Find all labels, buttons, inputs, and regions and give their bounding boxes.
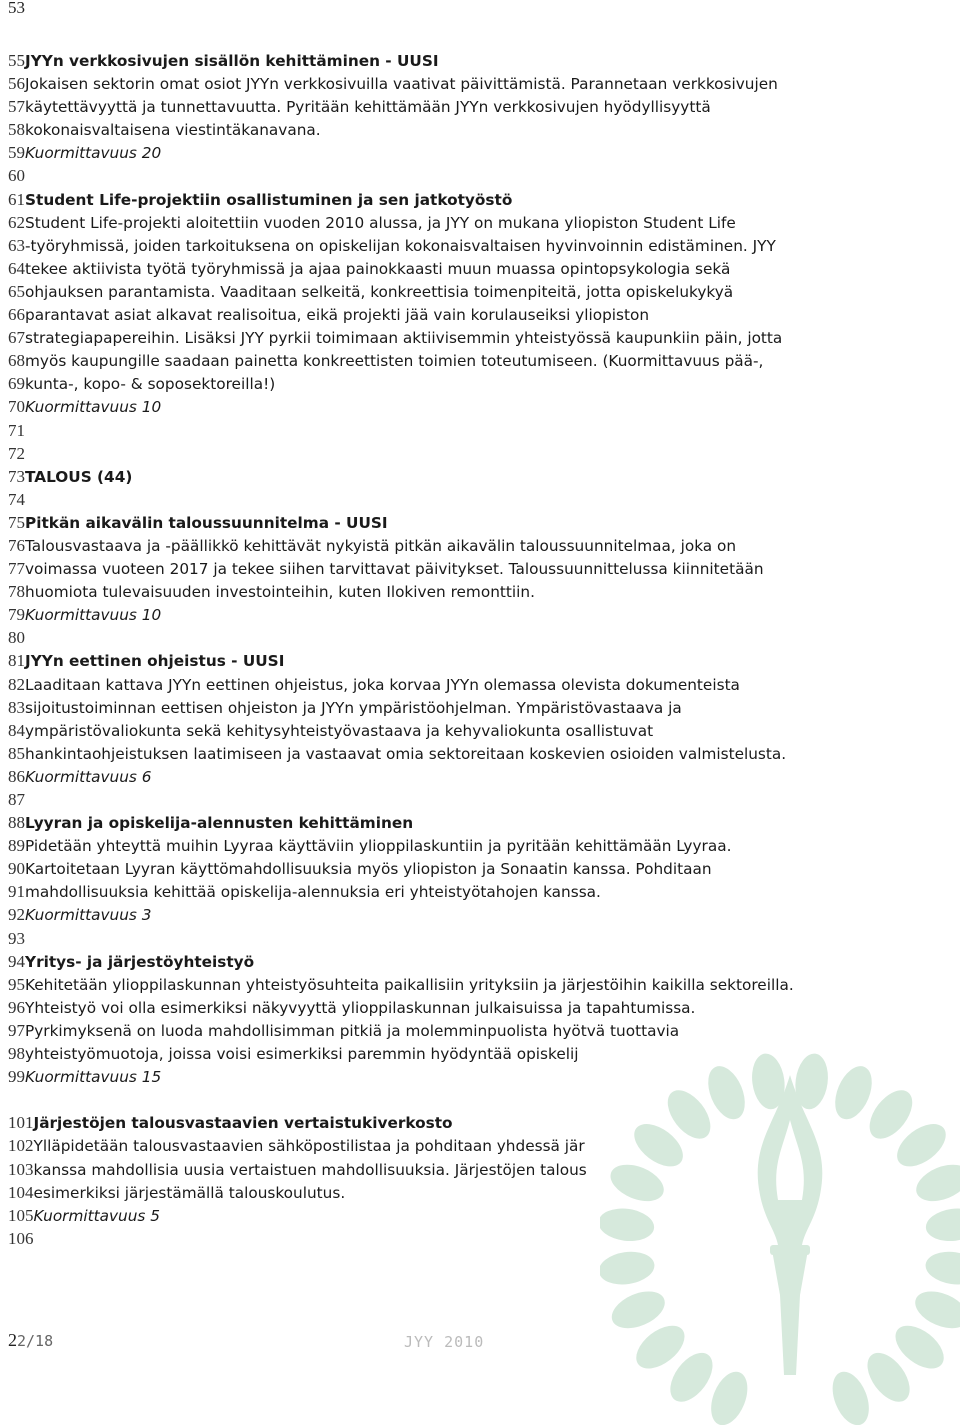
- document-line: [8, 1111, 960, 1134]
- document-line: [8, 419, 960, 442]
- document-line: [8, 1158, 960, 1181]
- wreath-leaf: [826, 1366, 876, 1425]
- line-number: 106: [8, 1228, 34, 1248]
- document-line: [8, 788, 960, 811]
- line-text: ympäristövaliokunta sekä kehitysyhteistyövastaava ja kehyvaliokunta osallistuvat: [25, 721, 654, 740]
- page-number: 53: [8, 0, 25, 17]
- document-line: [8, 1181, 960, 1204]
- line-text: strategiapapereihin. Lisäksi JYY pyrkii toimimaan aktiivisemmin yhteistyössä kaupunkiin päin, jotta: [25, 329, 783, 348]
- line-text: tekee aktiivista työtä työryhmissä ja ajaa painokkaasti muun muassa opintopsykologia sekä: [25, 259, 731, 278]
- line-number: 68: [8, 351, 25, 371]
- line-text: hankintaohjeistuksen laatimiseen ja vastaavat omia sektoreitaan koskevien osioiden valmistelusta.: [25, 744, 787, 763]
- section-heading: Yritys- ja järjestöyhteistyö: [25, 952, 255, 971]
- line-text: huomiota tulevaisuuden investointeihin, kuten Ilokiven remonttiin.: [25, 583, 535, 602]
- line-text: Kartoitetaan Lyyran käyttömahdollisuuksia myös yliopiston ja Sonaatin kanssa. Pohditaan: [25, 860, 712, 879]
- document-line: [8, 1088, 960, 1111]
- line-text: kunta-, kopo- & soposektoreilla!): [25, 375, 276, 394]
- line-number: 67: [8, 328, 25, 348]
- document-line: [8, 442, 960, 465]
- document-line: [8, 811, 960, 834]
- line-number: 64: [8, 258, 25, 278]
- line-number: 70: [8, 397, 25, 417]
- line-number: 101: [8, 1113, 34, 1133]
- document-line: [8, 973, 960, 996]
- workload-note: Kuormittavuus 20: [25, 144, 162, 163]
- document-line: [8, 649, 960, 672]
- line-number: 72: [8, 443, 25, 463]
- line-number: 56: [8, 74, 25, 94]
- line-number: 60: [8, 166, 25, 186]
- document-line: [8, 880, 960, 903]
- document-line: [8, 326, 960, 349]
- document-line: [8, 1042, 960, 1065]
- line-text: Student Life-projekti aloitettiin vuoden 2010 alussa, ja JYY on mukana yliopiston Student Life: [25, 213, 736, 232]
- footer-page-count: 2/18: [17, 1332, 54, 1350]
- line-number: 75: [8, 512, 25, 532]
- line-number: 76: [8, 535, 25, 555]
- line-number: 104: [8, 1182, 34, 1202]
- line-number: 98: [8, 1044, 25, 1064]
- document-line: [8, 372, 960, 395]
- document-line: [8, 742, 960, 765]
- wreath-leaf: [662, 1345, 721, 1409]
- line-number: 69: [8, 374, 25, 394]
- line-number: 80: [8, 628, 25, 648]
- workload-note: Kuormittavuus 10: [25, 398, 162, 417]
- document-line: [8, 164, 960, 187]
- section-heading: Pitkän aikavälin taloussuunnitelma - UUSI: [25, 513, 388, 532]
- line-text: ohjauksen parantamista. Vaaditaan selkeitä, konkreettisia toimenpiteitä, jotta opiskelukykyä: [25, 282, 734, 301]
- line-text: käytettävyyttä ja tunnettavuutta. Pyritään kehittämään JYYn verkkosivujen hyödyllisyyttä: [25, 98, 711, 117]
- line-number: 103: [8, 1159, 34, 1179]
- document-line: [8, 72, 960, 95]
- document-line: [8, 141, 960, 164]
- line-number: 105: [8, 1205, 34, 1225]
- footer-page-number: [8, 1330, 53, 1351]
- line-number: 66: [8, 305, 25, 325]
- line-text: myös kaupungille saadaan painetta konkreettisten toimien toteutumiseen. (Kuormittavuus pää-,: [25, 352, 764, 371]
- line-number: 59: [8, 143, 25, 163]
- document-line: [8, 257, 960, 280]
- line-number: 91: [8, 882, 25, 902]
- footer-page: 2: [8, 1330, 17, 1350]
- line-number: 65: [8, 281, 25, 301]
- document-line: [8, 465, 960, 488]
- line-number: 96: [8, 997, 25, 1017]
- line-text: esimerkiksi järjestämällä talouskoulutus.: [33, 1183, 346, 1202]
- workload-note: Kuormittavuus 3: [25, 906, 152, 925]
- document-line: [8, 1065, 960, 1088]
- line-number: 90: [8, 859, 25, 879]
- line-number: 85: [8, 743, 25, 763]
- line-text: mahdollisuuksia kehittää opiskelija-alennuksia eri yhteistyötahojen kanssa.: [25, 883, 601, 902]
- section-heading: JYYn verkkosivujen sisällön kehittäminen - UUSI: [25, 52, 439, 70]
- line-number: 88: [8, 813, 25, 833]
- line-number: 93: [8, 928, 25, 948]
- line-text: Jokaisen sektorin omat osiot JYYn verkkosivuilla vaativat päivittämistä. Parannetaan verkkosivujen: [25, 75, 778, 94]
- line-number: 79: [8, 605, 25, 625]
- document-line: [8, 603, 960, 626]
- document-body: [8, 49, 960, 1250]
- section-heading: TALOUS (44): [25, 467, 133, 486]
- line-number: 89: [8, 836, 25, 856]
- document-line: [8, 857, 960, 880]
- line-text: yhteistyömuotoja, joissa voisi esimerkiksi paremmin hyödyntää opiskelij: [25, 1045, 579, 1064]
- line-number: 57: [8, 97, 25, 117]
- line-number: 78: [8, 582, 25, 602]
- line-number: 97: [8, 1020, 25, 1040]
- line-number: 58: [8, 120, 25, 140]
- line-text: kokonaisvaltaisena viestintäkanavana.: [25, 121, 321, 140]
- document-line: [8, 303, 960, 326]
- line-number: 81: [8, 651, 25, 671]
- wreath-leaf: [859, 1345, 918, 1409]
- line-number: 73: [8, 466, 25, 486]
- document-line: [8, 626, 960, 649]
- line-number: 95: [8, 974, 25, 994]
- line-text: Yhteistyö voi olla esimerkiksi näkyvyyttä ylioppilaskunnan julkaisuissa ja tapahtumissa.: [25, 998, 696, 1017]
- document-line: [8, 927, 960, 950]
- wreath-leaf: [606, 1284, 670, 1335]
- line-text: Talousvastaava ja -päällikkö kehittävät nykyistä pitkän aikavälin taloussuunnitelmaa, joka on: [25, 536, 737, 555]
- wreath-leaf: [600, 1248, 657, 1288]
- section-heading: Student Life-projektiin osallistuminen ja sen jatkotyöstö: [25, 190, 513, 209]
- line-number: 62: [8, 212, 25, 232]
- line-number: 86: [8, 766, 25, 786]
- line-text: voimassa vuoteen 2017 ja tekee siihen tarvittavat päivitykset. Taloussuunnittelussa kiinnitetään: [25, 560, 764, 579]
- wreath-leaf: [888, 1317, 952, 1377]
- document-line: [8, 580, 960, 603]
- document-line: [8, 511, 960, 534]
- section-heading: JYYn eettinen ohjeistus - UUSI: [25, 652, 285, 671]
- document-line: [8, 834, 960, 857]
- document-line: [8, 349, 960, 372]
- line-number: 87: [8, 790, 25, 809]
- line-number: 61: [8, 189, 25, 209]
- line-number: 71: [8, 420, 25, 440]
- section-heading: Järjestöjen talousvastaavien vertaistukiverkosto: [33, 1114, 453, 1133]
- line-text: Ylläpidetään talousvastaavien sähköpostilistaa ja pohditaan yhdessä jär: [33, 1137, 585, 1156]
- document-line: [8, 488, 960, 511]
- line-text: Pyrkimyksenä on luoda mahdollisimman pitkiä ja molemminpuolista hyötvä tuottavia: [25, 1021, 680, 1040]
- document-line: [8, 234, 960, 257]
- document-line: [8, 950, 960, 973]
- line-number: 99: [8, 1067, 25, 1087]
- line-text: Kehitetään ylioppilaskunnan yhteistyösuhteita paikallisiin yrityksiin ja järjestöihin kaikilla sektoreilla.: [25, 975, 794, 994]
- line-text: sijoitustoiminnan eettisen ohjeiston ja JYYn ympäristöohjelman. Ympäristövastaava ja: [25, 698, 682, 717]
- document-line: [8, 673, 960, 696]
- line-number: 102: [8, 1136, 34, 1156]
- line-number: 77: [8, 559, 25, 579]
- workload-note: Kuormittavuus 15: [25, 1068, 162, 1087]
- line-text: parantavat asiat alkavat realisoitua, eikä projekti jää vain korulauseiksi yliopiston: [25, 306, 650, 325]
- wreath-leaf: [704, 1366, 754, 1425]
- workload-note: Kuormittavuus 6: [25, 767, 152, 786]
- line-number: 63: [8, 235, 25, 255]
- document-line: [8, 765, 960, 788]
- workload-note: Kuormittavuus 5: [33, 1206, 160, 1225]
- document-line: [8, 534, 960, 557]
- line-number: 84: [8, 720, 25, 740]
- line-number: 83: [8, 697, 25, 717]
- document-line: [8, 903, 960, 926]
- workload-note: Kuormittavuus 10: [25, 606, 162, 625]
- line-number: 94: [8, 951, 25, 971]
- document-line: [8, 719, 960, 742]
- document-line: [8, 996, 960, 1019]
- document-line: [8, 188, 960, 211]
- wreath-leaf: [628, 1317, 692, 1377]
- line-number: 92: [8, 905, 25, 925]
- document-line: [8, 557, 960, 580]
- document-line: [8, 280, 960, 303]
- line-number: 55: [8, 51, 25, 70]
- wreath-leaf: [923, 1248, 960, 1288]
- document-line: [8, 211, 960, 234]
- document-line: [8, 1134, 960, 1157]
- document-line: [8, 49, 960, 72]
- section-heading: Lyyran ja opiskelija-alennusten kehittäminen: [25, 814, 414, 833]
- line-text: Laaditaan kattava JYYn eettinen ohjeistus, joka korvaa JYYn olemassa olevista dokumenteista: [25, 675, 740, 694]
- line-number: 82: [8, 674, 25, 694]
- line-text: Pidetään yhteyttä muihin Lyyraa käyttäviin ylioppilaskuntiin ja pyritään kehittämään Lyyraa.: [25, 837, 732, 856]
- document-line: [8, 118, 960, 141]
- document-line: [8, 1204, 960, 1227]
- line-text: -työryhmissä, joiden tarkoituksena on opiskelijan kokonaisvaltaisen hyvinvoinnin edistäminen. JYY: [25, 236, 776, 255]
- document-line: [8, 395, 960, 418]
- document-line: [8, 696, 960, 719]
- line-number: 74: [8, 489, 25, 509]
- footer-org: JYY 2010: [404, 1333, 485, 1351]
- line-text: kanssa mahdollisia uusia vertaistuen mahdollisuuksia. Järjestöjen talous: [33, 1160, 587, 1179]
- document-line: [8, 1019, 960, 1042]
- wreath-leaf: [910, 1284, 960, 1335]
- document-line: [8, 95, 960, 118]
- document-line: [8, 1227, 960, 1250]
